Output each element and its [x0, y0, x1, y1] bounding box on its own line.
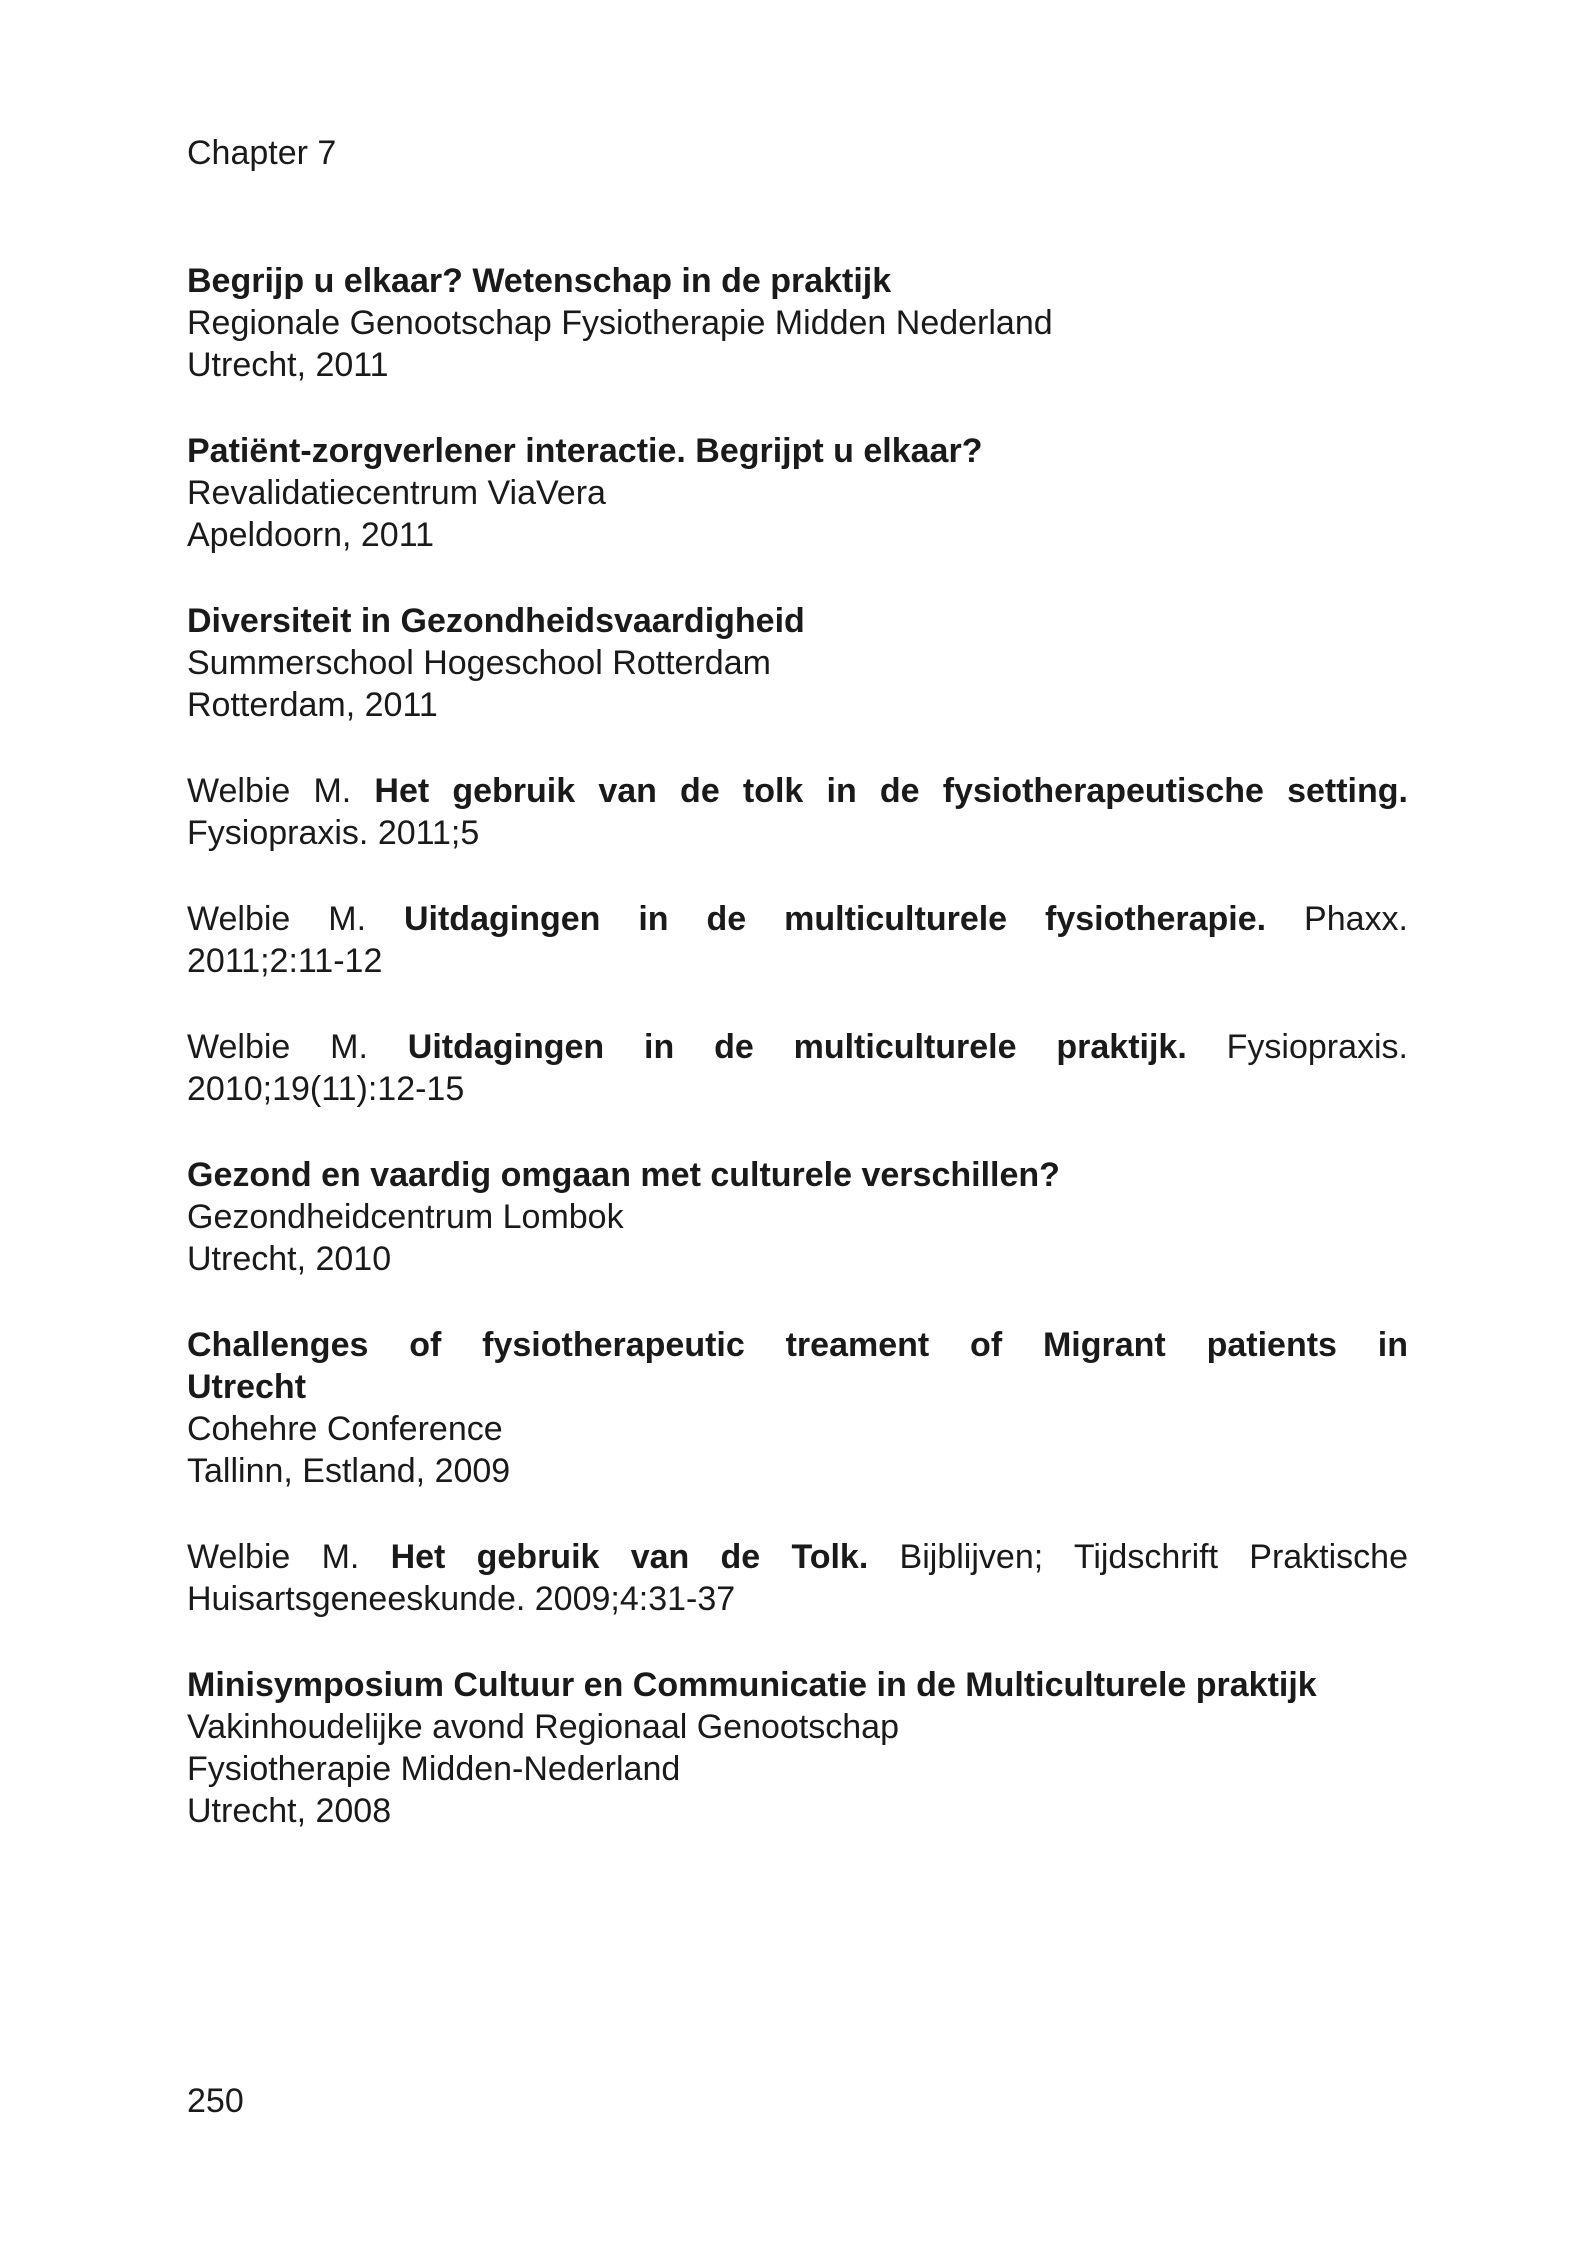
entry-detail-line: Cohehre Conference: [187, 1410, 503, 1448]
publication-entry: [187, 430, 1408, 556]
entry-citation-line: [187, 770, 1408, 812]
entry-title-line: Begrijp u elkaar? Wetenschap in de praktijk: [187, 262, 892, 300]
entry-title-line: Gezond en vaardig omgaan met culturele verschillen?: [187, 1156, 1060, 1194]
publication-entry: [187, 898, 1408, 982]
publication-entry: [187, 260, 1408, 386]
entry-detail-line: Vakinhoudelijke avond Regionaal Genootschap: [187, 1708, 899, 1746]
entry-title-line: Patiënt-zorgverlener interactie. Begrijpt u elkaar?: [187, 432, 983, 470]
entry-detail-line: Utrecht, 2011: [187, 346, 389, 384]
publication-entry: [187, 770, 1408, 854]
citation-author-segment: Welbie M.: [187, 1028, 408, 1066]
entry-detail-line: Fysiopraxis. 2011;5: [187, 814, 480, 852]
entry-title-line: Minisymposium Cultuur en Communicatie in de Multiculturele praktijk: [187, 1666, 1317, 1704]
publication-entry: [187, 1664, 1408, 1832]
entry-detail-line: Gezondheidcentrum Lombok: [187, 1198, 624, 1236]
publication-entry: [187, 1536, 1408, 1620]
entry-detail-line: Apeldoorn, 2011: [187, 516, 435, 554]
citation-author-segment: Welbie M.: [187, 772, 375, 810]
entry-detail-line: Fysiotherapie Midden-Nederland: [187, 1750, 681, 1788]
citation-author-segment: Welbie M.: [187, 900, 404, 938]
entry-detail-line: 2010;19(11):12-15: [187, 1070, 465, 1108]
publication-entry: [187, 1324, 1408, 1492]
citation-source-segment: Phaxx.: [1266, 900, 1408, 938]
entry-citation-line: [187, 1536, 1408, 1578]
publication-entry: [187, 600, 1408, 726]
entry-detail-line: 2011;2:11-12: [187, 942, 383, 980]
citation-source-segment: Fysiopraxis.: [1186, 1028, 1408, 1066]
citation-author-segment: Welbie M.: [187, 1538, 391, 1576]
entry-title-line: Utrecht: [187, 1368, 307, 1406]
chapter-header: Chapter 7: [187, 134, 337, 172]
citation-title-segment: Uitdagingen in de multiculturele fysiotherapie.: [403, 900, 1267, 938]
entry-detail-line: Utrecht, 2010: [187, 1240, 392, 1278]
entry-detail-line: Rotterdam, 2011: [187, 686, 438, 724]
page-content: [187, 132, 1408, 1832]
citation-title-segment: Het gebruik van de tolk in de fysiotherapeutische setting.: [374, 772, 1408, 810]
publication-entry: [187, 1154, 1408, 1280]
citation-title-segment: Uitdagingen in de multiculturele praktijk.: [407, 1028, 1187, 1066]
citation-source-segment: Bijblijven; Tijdschrift Praktische: [868, 1538, 1408, 1576]
entry-detail-line: Utrecht, 2008: [187, 1792, 392, 1830]
entry-citation-line: [187, 898, 1408, 940]
entry-detail-line: Regionale Genootschap Fysiotherapie Midden Nederland: [187, 304, 1053, 342]
publication-entry: [187, 1026, 1408, 1110]
entry-detail-line: Summerschool Hogeschool Rotterdam: [187, 644, 771, 682]
entry-detail-line: Tallinn, Estland, 2009: [187, 1452, 511, 1490]
entry-title-line: Challenges of fysiotherapeutic treament of Migrant patients in: [187, 1326, 1408, 1364]
entry-title-line: Diversiteit in Gezondheidsvaardigheid: [187, 602, 805, 640]
entry-citation-line: [187, 1026, 1408, 1068]
entry-detail-line: Revalidatiecentrum ViaVera: [187, 474, 606, 512]
entry-detail-line: Huisartsgeneeskunde. 2009;4:31-37: [187, 1580, 736, 1618]
citation-title-segment: Het gebruik van de Tolk.: [390, 1538, 869, 1576]
page-number: 250: [187, 2082, 244, 2120]
